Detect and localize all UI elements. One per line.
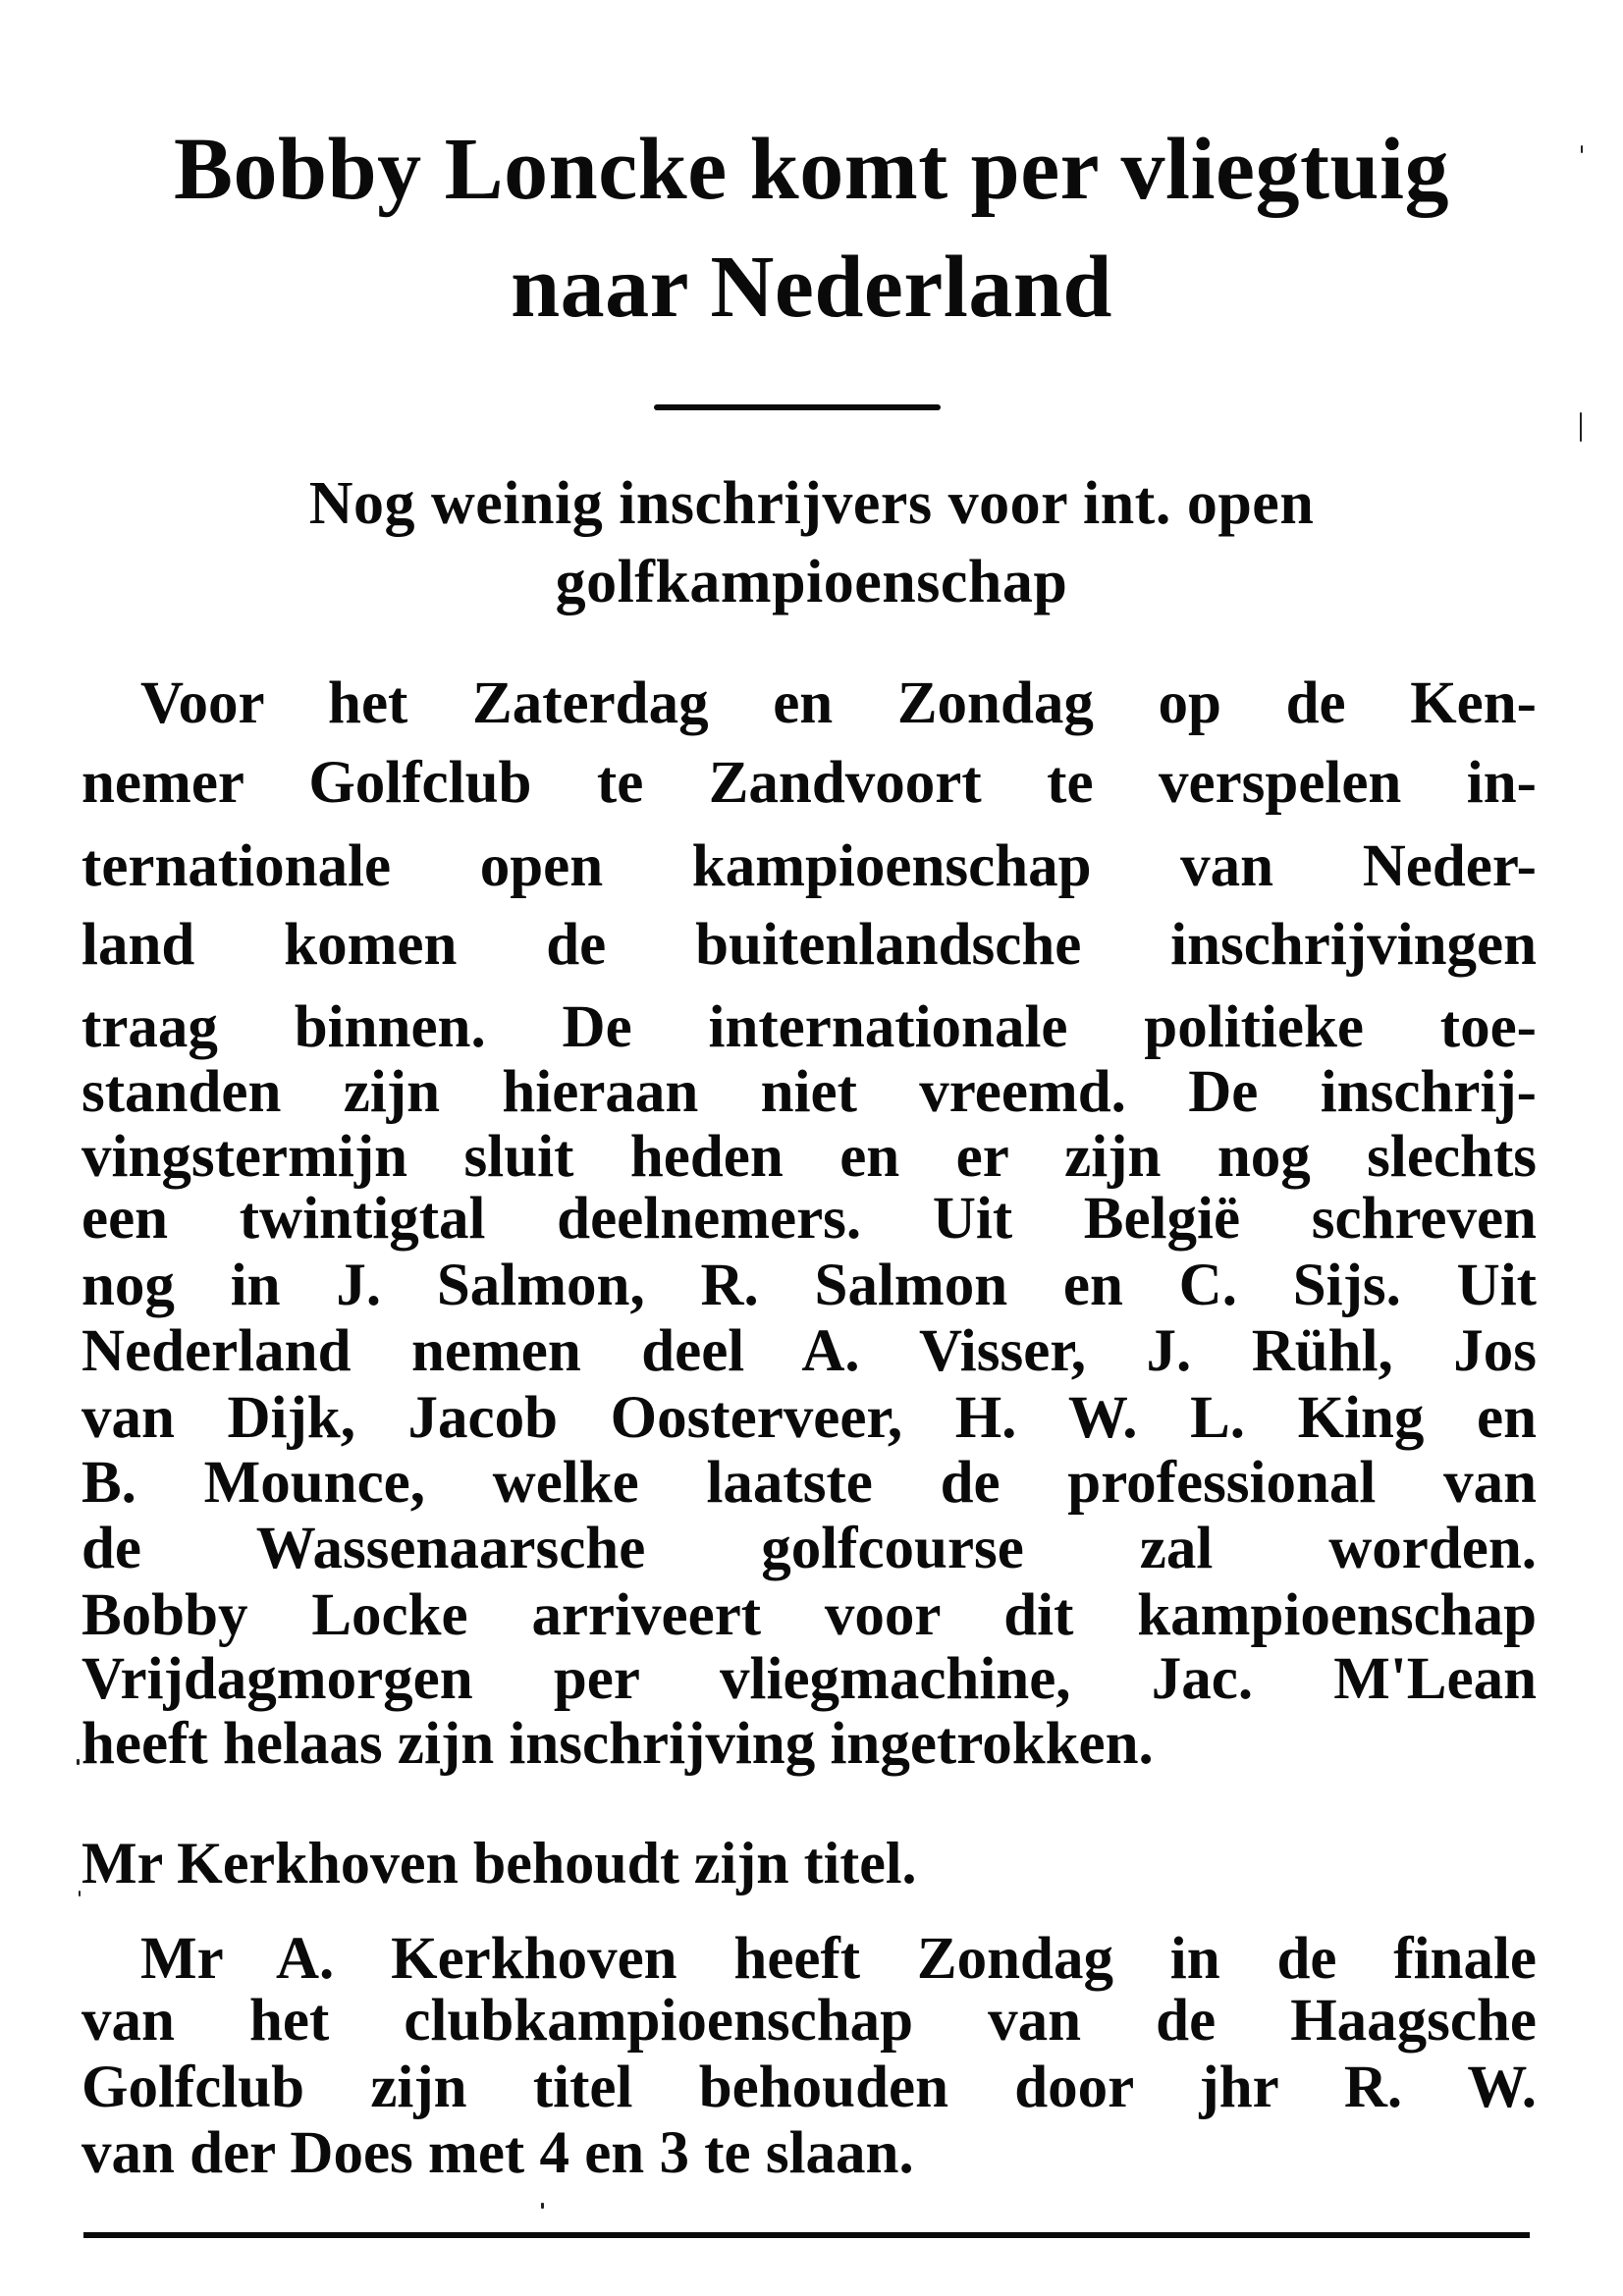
body-line: Nederland nemen deel A. Visser, J. Rühl, Jos	[81, 1318, 1537, 1384]
body-line: van der Does met 4 en 3 te slaan.	[81, 2120, 914, 2186]
body-line: B. Mounce, welke laatste de professional van	[81, 1450, 1537, 1516]
bottom-divider	[83, 2232, 1530, 2238]
body-line: Voor het Zaterdag en Zondag op de Ken-	[140, 670, 1537, 736]
body-line: Vrijdagmorgen per vliegmachine, Jac. M'Lean	[81, 1646, 1537, 1712]
body-line: nemer Golfclub te Zandvoort te verspelen in-	[81, 750, 1537, 816]
scan-speck	[1580, 412, 1582, 442]
body-line: van Dijk, Jacob Oosterveer, H. W. L. King en	[81, 1385, 1537, 1451]
section-heading: Mr Kerkhoven behoudt zijn titel.	[81, 1831, 917, 1896]
body-line: van het clubkampioenschap van de Haagsche	[81, 1988, 1537, 2054]
body-line: land komen de buitenlandsche inschrijvingen	[81, 912, 1537, 978]
body-line: traag binnen. De internationale politieke toe-	[81, 994, 1537, 1060]
headline-line-1: Bobby Loncke komt per vliegtuig	[174, 121, 1449, 218]
body-line: heeft helaas zijn inschrijving ingetrokken.	[81, 1711, 1154, 1777]
body-line: standen zijn hieraan niet vreemd. De inschrij-	[81, 1059, 1537, 1125]
subheadline-line-1: Nog weinig inschrijvers voor int. open	[308, 470, 1315, 537]
body-line: de Wassenaarsche golfcourse zal worden.	[81, 1516, 1537, 1581]
subheadline-line-2: golfkampioenschap	[555, 549, 1068, 615]
scan-speck	[79, 1891, 81, 1896]
headline-divider	[654, 404, 941, 410]
body-line: een twintigtal deelnemers. Uit België schreven	[81, 1186, 1537, 1252]
scan-speck	[541, 2203, 544, 2209]
body-line: ternationale open kampioenschap van Neder-	[81, 833, 1537, 899]
scan-speck	[1581, 145, 1583, 153]
scan-speck	[77, 1759, 80, 1765]
body-line: vingstermijn sluit heden en er zijn nog slechts	[81, 1124, 1537, 1190]
body-line: Mr A. Kerkhoven heeft Zondag in de finale	[140, 1926, 1537, 1992]
body-line: Bobby Locke arriveert voor dit kampioenschap	[81, 1582, 1537, 1648]
body-line: nog in J. Salmon, R. Salmon en C. Sijs. Uit	[81, 1253, 1537, 1318]
body-line: Golfclub zijn titel behouden door jhr R. W.	[81, 2055, 1537, 2120]
headline-line-2: naar Nederland	[511, 239, 1112, 336]
